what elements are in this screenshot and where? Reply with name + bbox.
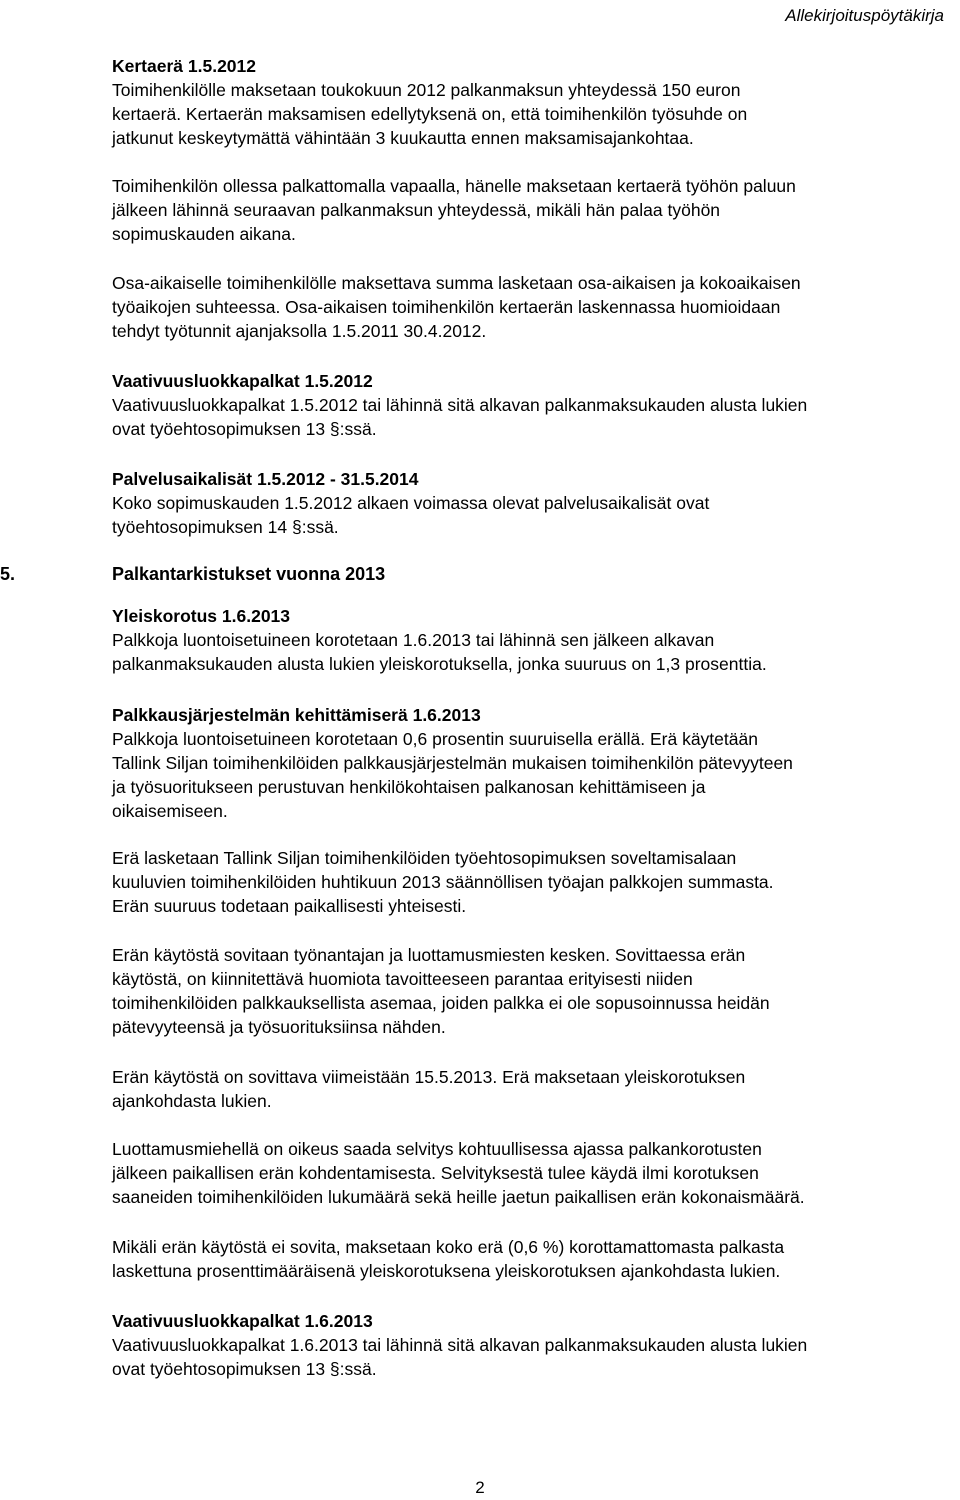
text-line: ovat työehtosopimuksen 13 §:ssä.	[112, 419, 377, 439]
text-line: kertaerä. Kertaerän maksamisen edellytyksenä on, että toimihenkilön työsuhde on	[112, 104, 748, 124]
text-line: Mikäli erän käytöstä ei sovita, maksetaan koko erä (0,6 %) korottamattomasta palkasta	[112, 1237, 785, 1257]
vaativuus-2012-heading: Vaativuusluokkapalkat 1.5.2012	[112, 371, 373, 391]
text-line: sopimuskauden aikana.	[112, 224, 296, 244]
text-line: toimihenkilöiden palkkauksellista asemaa, joiden palkka ei ole sopusoinnussa heidän	[112, 993, 770, 1013]
text-line: tehdyt työtunnit ajanjaksolla 1.5.2011 30.4.2012.	[112, 321, 487, 341]
palvelusaikalisat-section	[112, 467, 957, 539]
kehittamisera-paragraph-3	[112, 943, 957, 1039]
text-line: Erän suuruus todetaan paikallisesti yhteisesti.	[112, 896, 467, 916]
kehittamisera-paragraph-4	[112, 1065, 957, 1113]
text-line: Palkkoja luontoisetuineen korotetaan 1.6.2013 tai lähinnä sen jälkeen alkavan	[112, 630, 715, 650]
text-line: jälkeen paikallisen erän kohdentamisesta. Selvityksestä tulee käydä ilmi korotuksen	[112, 1163, 759, 1183]
text-line: Koko sopimuskauden 1.5.2012 alkaen voimassa olevat palvelusaikalisät ovat	[112, 493, 710, 513]
text-line: työehtosopimuksen 14 §:ssä.	[112, 517, 339, 537]
text-line: Tallink Siljan toimihenkilöiden palkkausjärjestelmän mukaisen toimihenkilön pätevyyteen	[112, 753, 793, 773]
vaativuus-2013-section	[112, 1309, 957, 1381]
document-header: Allekirjoituspöytäkirja	[785, 6, 944, 25]
text-line: ovat työehtosopimuksen 13 §:ssä.	[112, 1359, 377, 1379]
text-line: jatkunut keskeytymättä vähintään 3 kuukautta ennen maksamisajankohtaa.	[112, 128, 694, 148]
vaativuus-2013-heading: Vaativuusluokkapalkat 1.6.2013	[112, 1311, 373, 1331]
text-line: työaikojen suhteessa. Osa-aikaisen toimihenkilön kertaerän laskennassa huomioidaan	[112, 297, 781, 317]
page-number: 2	[475, 1478, 485, 1497]
text-line: Palkkoja luontoisetuineen korotetaan 0,6 prosentin suuruisella erällä. Erä käytetään	[112, 729, 758, 749]
text-line: palkanmaksukauden alusta lukien yleiskorotuksella, jonka suuruus on 1,3 prosenttia.	[112, 654, 767, 674]
text-line: oikaisemiseen.	[112, 801, 228, 821]
text-line: laskettuna prosenttimääräisenä yleiskorotuksena yleiskorotuksen ajankohdasta lukien.	[112, 1261, 781, 1281]
text-line: jälkeen lähinnä seuraavan palkanmaksun yhteydessä, mikäli hän palaa työhön	[112, 200, 721, 220]
text-line: pätevyyteensä ja työsuorituksiinsa nähden.	[112, 1017, 446, 1037]
kertaera-heading: Kertaerä 1.5.2012	[112, 56, 256, 76]
text-line: Erän käytöstä on sovittava viimeistään 15.5.2013. Erä maksetaan yleiskorotuksen	[112, 1067, 746, 1087]
text-line: Toimihenkilölle maksetaan toukokuun 2012 palkanmaksun yhteydessä 150 euron	[112, 80, 741, 100]
text-line: Vaativuusluokkapalkat 1.6.2013 tai lähinnä sitä alkavan palkanmaksukauden alusta lukien	[112, 1335, 808, 1355]
text-line: käytöstä, on kiinnitettävä huomiota tavoitteeseen parantaa erityisesti niiden	[112, 969, 693, 989]
kehittamisera-section	[112, 703, 957, 823]
text-line: Erän käytöstä sovitaan työnantajan ja luottamusmiesten kesken. Sovittaessa erän	[112, 945, 746, 965]
kehittamisera-heading: Palkkausjärjestelmän kehittämiserä 1.6.2013	[112, 705, 481, 725]
yleiskorotus-section	[112, 604, 957, 676]
vaativuus-2012-section	[112, 369, 957, 441]
section-title: Palkantarkistukset vuonna 2013	[112, 564, 386, 584]
kertaera-paragraph-1	[112, 78, 957, 150]
text-line: Luottamusmiehellä on oikeus saada selvitys kohtuullisessa ajassa palkankorotusten	[112, 1139, 762, 1159]
text-line: ja työsuoritukseen perustuvan henkilökohtaisen palkanosan kehittämiseen ja	[112, 777, 706, 797]
palvelusaikalisat-heading: Palvelusaikalisät 1.5.2012 - 31.5.2014	[112, 469, 419, 489]
text-line: ajankohdasta lukien.	[112, 1091, 272, 1111]
kehittamisera-paragraph-6	[112, 1235, 957, 1283]
text-line: Erä lasketaan Tallink Siljan toimihenkilöiden työehtosopimuksen soveltamisalaan	[112, 848, 737, 868]
section-number: 5.	[0, 564, 16, 584]
kertaera-paragraph-2	[112, 174, 957, 246]
text-line: saaneiden toimihenkilöiden lukumäärä sekä heille jaetun paikallisen erän kokonaismäärä.	[112, 1187, 805, 1207]
text-line: Osa-aikaiselle toimihenkilölle maksettava summa lasketaan osa-aikaisen ja kokoaikaisen	[112, 273, 801, 293]
kertaera-paragraph-3	[112, 271, 957, 343]
text-line: kuuluvien toimihenkilöiden huhtikuun 2013 säännöllisen työajan palkkojen summasta.	[112, 872, 774, 892]
kehittamisera-paragraph-5	[112, 1137, 957, 1209]
text-line: Vaativuusluokkapalkat 1.5.2012 tai lähinnä sitä alkavan palkanmaksukauden alusta lukien	[112, 395, 808, 415]
kehittamisera-paragraph-2	[112, 846, 957, 918]
section-5-heading	[0, 562, 385, 586]
yleiskorotus-heading: Yleiskorotus 1.6.2013	[112, 606, 291, 626]
kertaera-section	[112, 54, 957, 150]
text-line: Toimihenkilön ollessa palkattomalla vapaalla, hänelle maksetaan kertaerä työhön paluun	[112, 176, 796, 196]
